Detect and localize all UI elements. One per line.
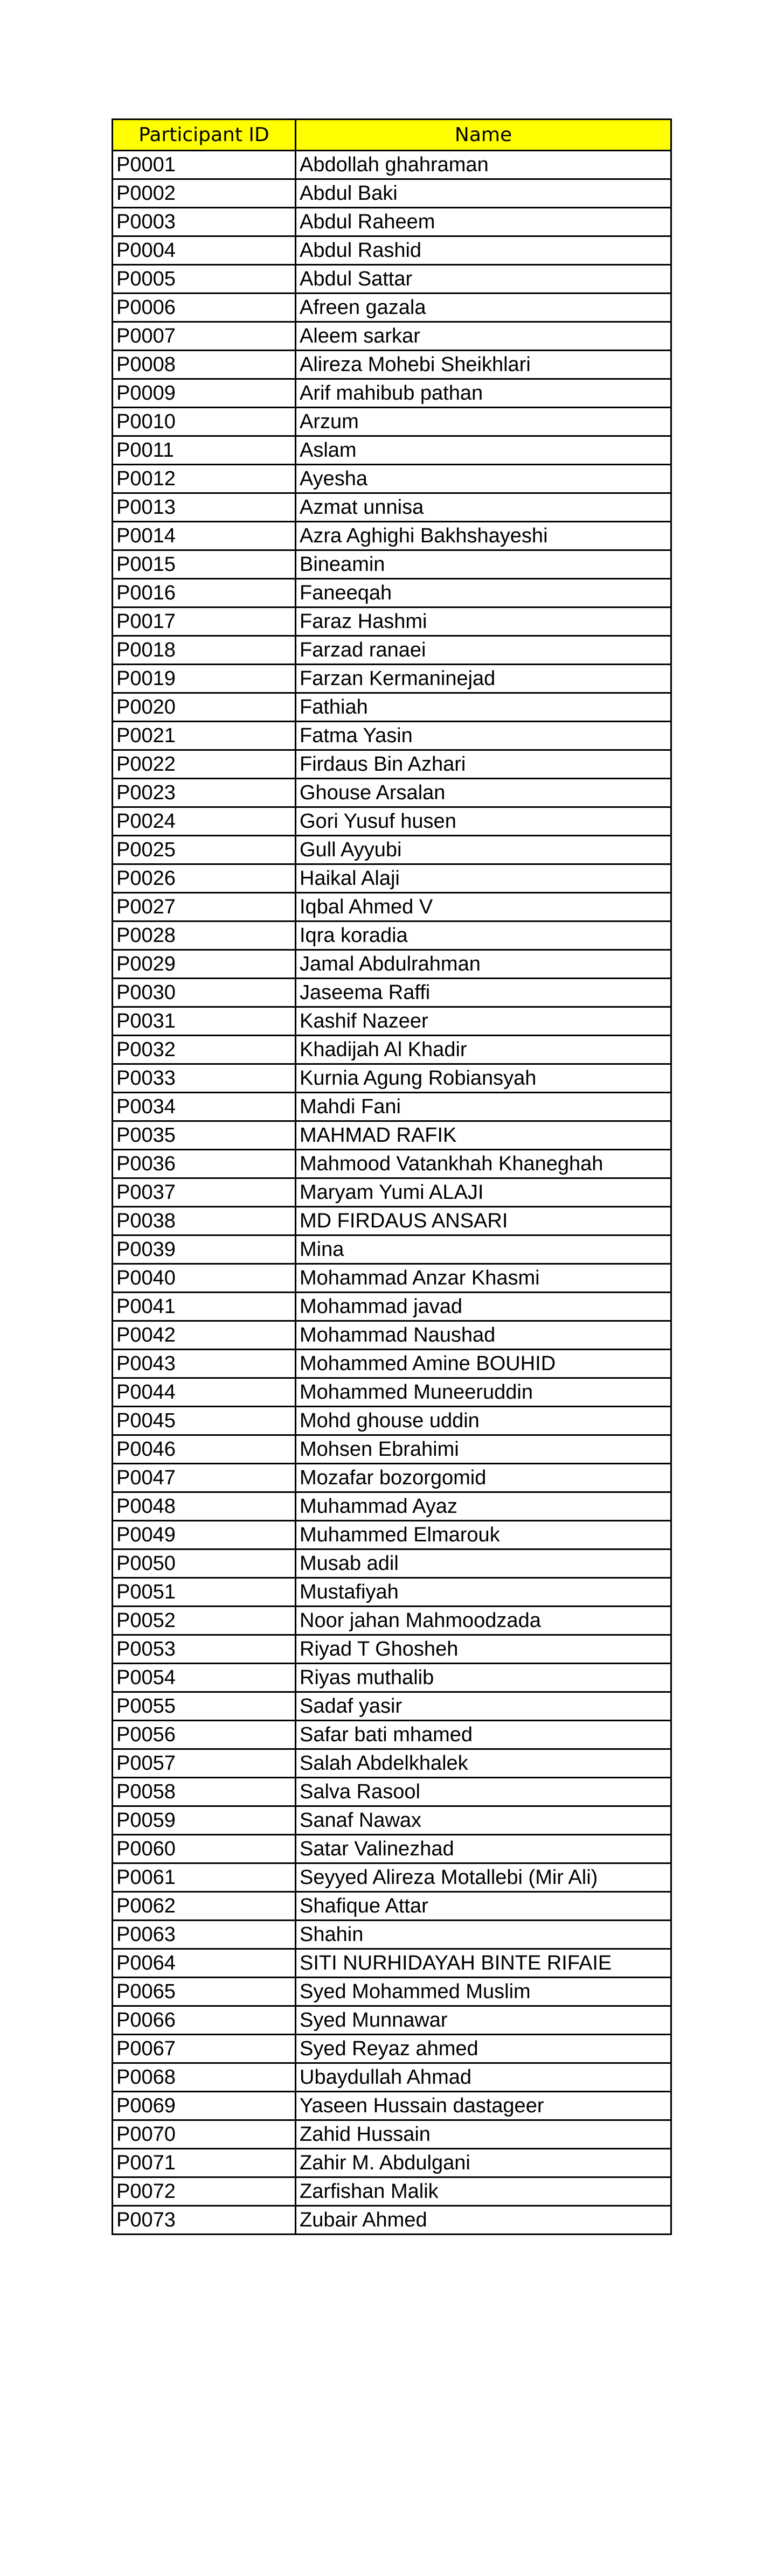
participant-id-cell: P0038 [113,1207,296,1235]
header-row [113,120,671,151]
table-row [113,979,671,1007]
participant-id-cell: P0020 [113,693,296,722]
table-row [113,322,671,351]
participant-id-cell: P0021 [113,722,296,750]
participant-name-cell: Mohammed Amine BOUHID [296,1350,671,1378]
participant-name-cell: SITI NURHIDAYAH BINTE RIFAIE [296,1949,671,1978]
table-row [113,1549,671,1578]
participant-id-cell: P0006 [113,294,296,322]
participant-name-cell: Firdaus Bin Azhari [296,750,671,779]
participant-name-cell: Mohd ghouse uddin [296,1407,671,1435]
participant-id-cell: P0055 [113,1692,296,1721]
participant-name-cell: Satar Valinezhad [296,1835,671,1863]
participant-name-cell: Mohammed Muneeruddin [296,1378,671,1407]
table-row [113,1863,671,1892]
participant-id-cell: P0041 [113,1293,296,1321]
participant-id-cell: P0002 [113,179,296,208]
participant-table [112,118,672,2235]
participant-id-cell: P0059 [113,1806,296,1835]
participant-name-cell: Zahid Hussain [296,2120,671,2149]
participant-id-cell: P0036 [113,1150,296,1178]
participant-name-cell: Noor jahan Mahmoodzada [296,1607,671,1635]
participant-id-cell: P0054 [113,1664,296,1692]
participant-name-cell: Abdul Sattar [296,265,671,294]
participant-id-cell: P0043 [113,1350,296,1378]
participant-id-cell: P0005 [113,265,296,294]
participant-name-cell: Syed Mohammed Muslim [296,1978,671,2006]
participant-name-cell: Afreen gazala [296,294,671,322]
participant-id-cell: P0035 [113,1121,296,1150]
table-row [113,1264,671,1293]
participant-id-cell: P0071 [113,2149,296,2177]
participant-id-cell: P0068 [113,2063,296,2092]
participant-id-cell: P0010 [113,408,296,436]
participant-name-cell: Zahir M. Abdulgani [296,2149,671,2177]
table-row [113,579,671,608]
participant-id-cell: P0032 [113,1036,296,1064]
table-row [113,179,671,208]
table-row [113,1435,671,1464]
participant-name-cell: Mina [296,1235,671,1264]
table-row [113,2063,671,2092]
table-row [113,1664,671,1692]
participant-id-cell: P0034 [113,1093,296,1121]
participant-name-cell: Mohammad Anzar Khasmi [296,1264,671,1293]
column-header-participant-id: Participant ID [113,120,296,151]
participant-id-cell: P0052 [113,1607,296,1635]
table-row [113,2206,671,2235]
participant-id-cell: P0065 [113,1978,296,2006]
participant-name-cell: Muhammad Ayaz [296,1492,671,1521]
participant-name-cell: Seyyed Alireza Motallebi (Mir Ali) [296,1863,671,1892]
participant-id-cell: P0057 [113,1749,296,1778]
table-row [113,1778,671,1806]
table-row [113,2006,671,2035]
participant-name-cell: Syed Reyaz ahmed [296,2035,671,2063]
table-row [113,1978,671,2006]
participant-id-cell: P0063 [113,1921,296,1949]
table-row [113,550,671,579]
table-row [113,750,671,779]
participant-name-cell: Arif mahibub pathan [296,379,671,408]
participant-id-cell: P0018 [113,636,296,665]
table-row [113,265,671,294]
participant-name-cell: Yaseen Hussain dastageer [296,2092,671,2120]
participant-id-cell: P0066 [113,2006,296,2035]
participant-name-cell: Arzum [296,408,671,436]
participant-name-cell: Zubair Ahmed [296,2206,671,2235]
participant-name-cell: Ayesha [296,465,671,493]
participant-id-cell: P0022 [113,750,296,779]
table-row [113,1178,671,1207]
table-row [113,608,671,636]
participant-id-cell: P0072 [113,2177,296,2206]
table-row [113,864,671,893]
table-row [113,2035,671,2063]
table-row [113,1635,671,1664]
participant-name-cell: Mahmood Vatankhah Khaneghah [296,1150,671,1178]
participant-id-cell: P0026 [113,864,296,893]
participant-id-cell: P0001 [113,151,296,179]
column-header-name: Name [296,120,671,151]
table-row [113,2177,671,2206]
table-row [113,1150,671,1178]
participant-name-cell: Abdul Raheem [296,208,671,236]
table-row [113,351,671,379]
table-row [113,1350,671,1378]
participant-id-cell: P0007 [113,322,296,351]
participant-id-cell: P0009 [113,379,296,408]
participant-name-cell: Mustafiyah [296,1578,671,1607]
participant-id-cell: P0045 [113,1407,296,1435]
table-row [113,1692,671,1721]
participant-name-cell: Ghouse Arsalan [296,779,671,807]
participant-name-cell: Mahdi Fani [296,1093,671,1121]
participant-name-cell: Azra Aghighi Bakhshayeshi [296,522,671,550]
table-row [113,693,671,722]
participant-id-cell: P0060 [113,1835,296,1863]
participant-id-cell: P0039 [113,1235,296,1264]
participant-id-cell: P0008 [113,351,296,379]
participant-name-cell: Salva Rasool [296,1778,671,1806]
participant-name-cell: Syed Munnawar [296,2006,671,2035]
participant-id-cell: P0023 [113,779,296,807]
participant-id-cell: P0044 [113,1378,296,1407]
table-row [113,1121,671,1150]
table-row [113,1093,671,1121]
table-row [113,436,671,465]
table-row [113,2149,671,2177]
participant-id-cell: P0049 [113,1521,296,1549]
table-row [113,1835,671,1863]
participant-id-cell: P0067 [113,2035,296,2063]
participant-name-cell: Gori Yusuf husen [296,807,671,836]
participant-name-cell: Iqra koradia [296,922,671,950]
participant-name-cell: Mozafar bozorgomid [296,1464,671,1492]
table-row [113,1892,671,1921]
participant-id-cell: P0046 [113,1435,296,1464]
table-row [113,1321,671,1350]
table-row [113,779,671,807]
participant-name-cell: Abdul Rashid [296,236,671,265]
participant-name-cell: Mohammad Naushad [296,1321,671,1350]
participant-name-cell: Sadaf yasir [296,1692,671,1721]
participant-id-cell: P0028 [113,922,296,950]
table-row [113,1378,671,1407]
participant-id-cell: P0040 [113,1264,296,1293]
table-row [113,836,671,864]
participant-id-cell: P0024 [113,807,296,836]
table-body [113,151,671,2235]
table-row [113,1036,671,1064]
participant-name-cell: Muhammed Elmarouk [296,1521,671,1549]
participant-name-cell: Aleem sarkar [296,322,671,351]
participant-id-cell: P0014 [113,522,296,550]
participant-id-cell: P0004 [113,236,296,265]
participant-id-cell: P0003 [113,208,296,236]
participant-id-cell: P0047 [113,1464,296,1492]
participant-id-cell: P0016 [113,579,296,608]
table-row [113,922,671,950]
table-row [113,236,671,265]
participant-id-cell: P0042 [113,1321,296,1350]
participant-id-cell: P0027 [113,893,296,922]
participant-name-cell: Shafique Attar [296,1892,671,1921]
table-row [113,2120,671,2149]
participant-id-cell: P0051 [113,1578,296,1607]
participant-name-cell: MD FIRDAUS ANSARI [296,1207,671,1235]
table-row [113,950,671,979]
participant-name-cell: Riyas muthalib [296,1664,671,1692]
table-row [113,465,671,493]
participant-name-cell: Azmat unnisa [296,493,671,522]
table-row [113,1407,671,1435]
table-row [113,722,671,750]
table-row [113,1207,671,1235]
participant-name-cell: Kurnia Agung Robiansyah [296,1064,671,1093]
participant-name-cell: Jamal Abdulrahman [296,950,671,979]
participant-name-cell: Iqbal Ahmed V [296,893,671,922]
participant-id-cell: P0070 [113,2120,296,2149]
participant-name-cell: Abdollah ghahraman [296,151,671,179]
table-row [113,1293,671,1321]
table-row [113,379,671,408]
table-row [113,665,671,693]
table-row [113,1464,671,1492]
participant-name-cell: Shahin [296,1921,671,1949]
participant-name-cell: Kashif Nazeer [296,1007,671,1036]
participant-id-cell: P0029 [113,950,296,979]
participant-name-cell: Fathiah [296,693,671,722]
participant-name-cell: Jaseema Raffi [296,979,671,1007]
participant-name-cell: Musab adil [296,1549,671,1578]
participant-name-cell: Gull Ayyubi [296,836,671,864]
participant-name-cell: Salah Abdelkhalek [296,1749,671,1778]
table-row [113,807,671,836]
table-row [113,1749,671,1778]
participant-name-cell: Ubaydullah Ahmad [296,2063,671,2092]
table-row [113,408,671,436]
participant-name-cell: Maryam Yumi ALAJI [296,1178,671,1207]
participant-id-cell: P0019 [113,665,296,693]
participant-name-cell: Khadijah Al Khadir [296,1036,671,1064]
table-row [113,1806,671,1835]
participant-id-cell: P0069 [113,2092,296,2120]
participant-name-cell: Mohammad javad [296,1293,671,1321]
table-row [113,151,671,179]
participant-id-cell: P0073 [113,2206,296,2235]
table-row [113,493,671,522]
table-row [113,1235,671,1264]
table-row [113,1578,671,1607]
participant-id-cell: P0017 [113,608,296,636]
participant-name-cell: Riyad T Ghosheh [296,1635,671,1664]
participant-name-cell: Safar bati mhamed [296,1721,671,1749]
table-row [113,294,671,322]
participant-id-cell: P0011 [113,436,296,465]
table-row [113,636,671,665]
participant-name-cell: Zarfishan Malik [296,2177,671,2206]
participant-name-cell: Faraz Hashmi [296,608,671,636]
participant-name-cell: Sanaf Nawax [296,1806,671,1835]
participant-name-cell: Abdul Baki [296,179,671,208]
participant-id-cell: P0053 [113,1635,296,1664]
participant-name-cell: Faneeqah [296,579,671,608]
table-row [113,208,671,236]
table-row [113,1721,671,1749]
participant-id-cell: P0037 [113,1178,296,1207]
participant-name-cell: Fatma Yasin [296,722,671,750]
participant-id-cell: P0033 [113,1064,296,1093]
participant-id-cell: P0061 [113,1863,296,1892]
participant-id-cell: P0025 [113,836,296,864]
table-row [113,1007,671,1036]
table-row [113,1921,671,1949]
table-row [113,2092,671,2120]
table-row [113,893,671,922]
participant-id-cell: P0062 [113,1892,296,1921]
table-row [113,1607,671,1635]
participant-name-cell: MAHMAD RAFIK [296,1121,671,1150]
participant-name-cell: Bineamin [296,550,671,579]
table-row [113,1064,671,1093]
participant-name-cell: Farzad ranaei [296,636,671,665]
table-row [113,1949,671,1978]
participant-id-cell: P0013 [113,493,296,522]
participant-id-cell: P0031 [113,1007,296,1036]
participant-name-cell: Mohsen Ebrahimi [296,1435,671,1464]
participant-name-cell: Alireza Mohebi Sheikhlari [296,351,671,379]
participant-id-cell: P0015 [113,550,296,579]
participant-name-cell: Farzan Kermaninejad [296,665,671,693]
participant-name-cell: Haikal Alaji [296,864,671,893]
participant-id-cell: P0058 [113,1778,296,1806]
participant-id-cell: P0050 [113,1549,296,1578]
participant-id-cell: P0030 [113,979,296,1007]
table-row [113,522,671,550]
participant-id-cell: P0056 [113,1721,296,1749]
table-row [113,1492,671,1521]
participant-name-cell: Aslam [296,436,671,465]
participant-id-cell: P0048 [113,1492,296,1521]
table-row [113,1521,671,1549]
participant-id-cell: P0012 [113,465,296,493]
participant-id-cell: P0064 [113,1949,296,1978]
